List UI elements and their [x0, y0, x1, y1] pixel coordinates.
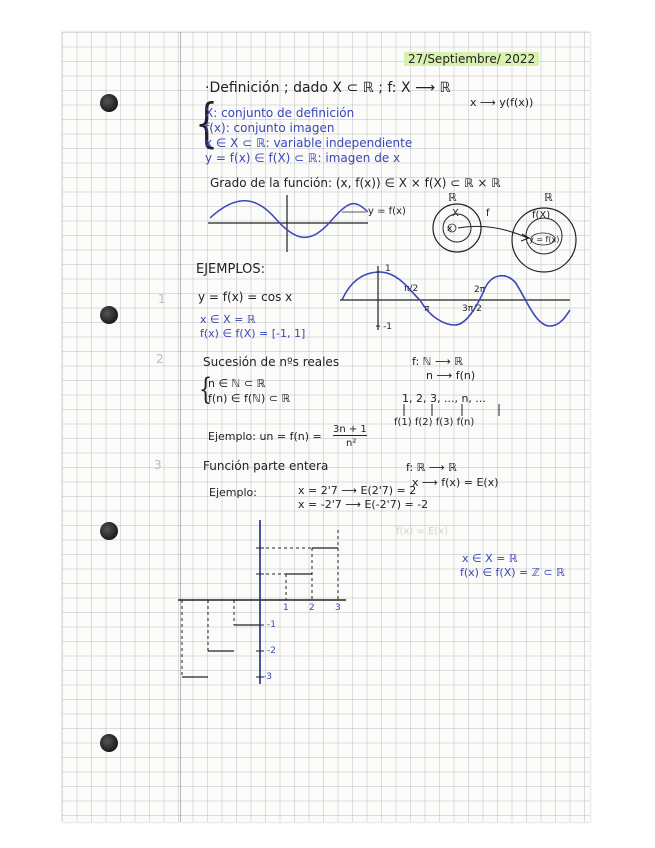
pi-half-label: π/2 [404, 284, 419, 294]
parte-entera-range: f(x) ∈ f(X) = ℤ ⊂ ℝ [460, 566, 565, 579]
set-x-circle [443, 214, 471, 242]
inner1-label: X [452, 208, 459, 219]
arrow-f-label: f [486, 208, 490, 219]
inner2-label: f(X) [532, 210, 551, 221]
sucesion-mapping1: f: ℕ ⟶ ℝ [412, 355, 463, 368]
set-fx-circle [526, 218, 562, 254]
sucesion-cond2: f(n) ∈ f(ℕ) ⊂ ℝ [208, 392, 291, 405]
sequence-terms: 1, 2, 3, ..., n, ... [402, 392, 486, 405]
date-label: 27/Septiembre/ 2022 [404, 52, 539, 66]
sets-diagram [433, 204, 576, 272]
grafo-curve [210, 201, 368, 238]
ejemplos-title: EJEMPLOS: [196, 262, 265, 277]
definition-item-3: x ∈ X ⊂ ℝ: variable independiente [205, 136, 413, 150]
cos-curve [342, 272, 570, 326]
parte-entera-mapping1: f: ℝ ⟶ ℝ [406, 461, 457, 474]
definition-item-4: y = f(x) ∈ f(X) ⊂ ℝ: imagen de x [205, 151, 401, 165]
sucesion-example: Ejemplo: un = f(n) = [208, 430, 322, 443]
example-number-2: 2 [156, 352, 164, 366]
floor-tick-m3: -3 [263, 672, 272, 682]
point-y-ellipse [531, 233, 555, 245]
curve-label: y = f(x) [368, 206, 406, 217]
floor-tick-2: 2 [309, 603, 315, 613]
definition-heading: ·Definición ; dado X ⊂ ℝ ; f: X ⟶ ℝ [205, 80, 451, 96]
set2-label: ℝ [544, 191, 553, 204]
cos-graph [340, 266, 570, 330]
example-number-1: 1 [158, 292, 166, 306]
grafo-title: Grado de la función: (x, f(x)) ∈ X × f(X) ⊂ ℝ × ℝ [210, 176, 501, 190]
cos-y-bottom: -1 [383, 322, 392, 332]
faint-note: f(x) = E(x) [396, 526, 449, 537]
grafo-sketch [208, 195, 368, 252]
floor-tick-m1: -1 [267, 620, 276, 630]
sequence-arrows [404, 404, 499, 416]
cos-y-top: 1 [385, 264, 391, 274]
set-r1-circle [433, 204, 481, 252]
sucesion-mapping2: n ⟶ f(n) [426, 369, 476, 382]
floor-tick-m2: -2 [267, 646, 276, 656]
definition-mapping: x ⟶ y(f(x)) [470, 96, 534, 109]
cos-range: f(x) ∈ f(X) = [-1, 1] [200, 327, 306, 340]
three-pi-half-label: 3π/2 [462, 304, 482, 314]
floor-tick-3: 3 [335, 603, 341, 613]
example-number-3: 3 [154, 458, 162, 472]
definition-item-2: f(x): conjunto imagen [205, 121, 335, 135]
parte-entera-mapping2: x ⟶ f(x) = E(x) [412, 476, 499, 489]
set1-label: ℝ [448, 191, 457, 204]
definition-item-1: X: conjunto de definición [205, 106, 355, 120]
pi-label: π [424, 304, 430, 314]
floor-graph [178, 520, 346, 684]
example-denominator: n² [346, 438, 357, 449]
parte-entera-domain: x ∈ X = ℝ [462, 552, 518, 565]
parte-entera-ex2: x = -2'7 ⟶ E(-2'7) = -2 [298, 498, 429, 511]
cos-domain: x ∈ X = ℝ [200, 313, 256, 326]
two-pi-label: 2π [474, 285, 486, 295]
point-x-circle [448, 224, 456, 232]
point2-label: y = f(x) [529, 235, 560, 244]
point1-label: x [447, 224, 453, 234]
sucesion-title: Sucesión de nºs reales [203, 355, 340, 369]
sucesion-cond1: n ∈ ℕ ⊂ ℝ [208, 377, 266, 390]
cos-function: y = f(x) = cos x [198, 290, 293, 304]
floor-tick-1: 1 [283, 603, 289, 613]
sucesion-brace: { [198, 372, 213, 407]
example-numerator: 3n + 1 [333, 424, 367, 435]
parte-entera-example-label: Ejemplo: [209, 486, 257, 499]
parte-entera-ex1: x = 2'7 ⟶ E(2'7) = 2 [298, 484, 417, 497]
parte-entera-title: Función parte entera [203, 459, 329, 473]
sequence-images: f(1) f(2) f(3) f(n) [394, 417, 475, 428]
left-brace: { [194, 94, 219, 154]
